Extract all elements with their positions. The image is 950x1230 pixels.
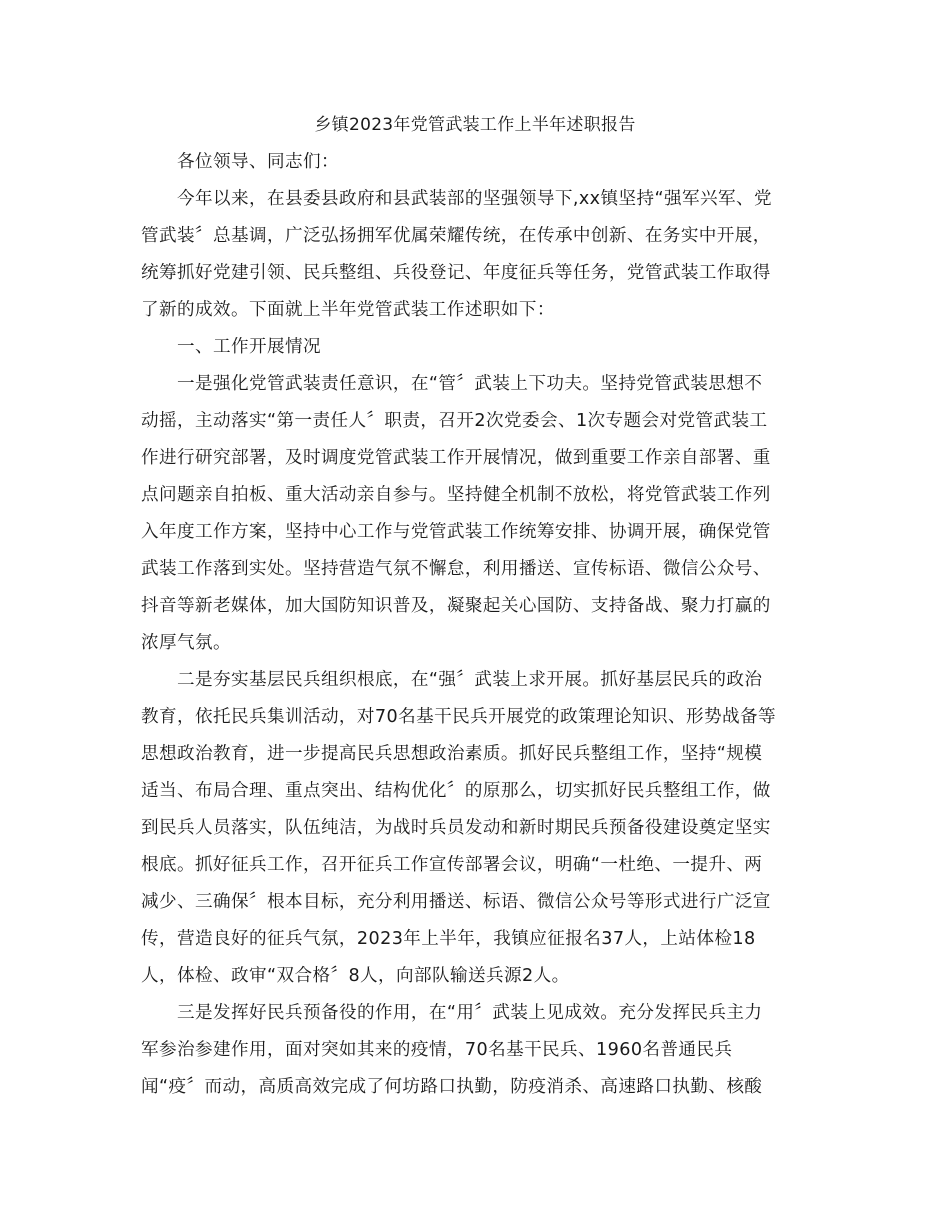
paragraph-line: 管武装〞总基调，广泛弘扬拥军优属荣耀传统，在传承中创新、在务实中开展， xyxy=(141,226,771,246)
paragraph-line: 人，体检、政审“双合格〞8人，向部队输送兵源2人。 xyxy=(141,966,570,986)
paragraph-line: 动摇，主动落实“第一责任人〞职责，召开2次党委会、1次专题会对党管武装工 xyxy=(141,411,768,431)
paragraph-line: 抖音等新老媒体，加大国防知识普及，凝聚起关心国防、支持备战、聚力打赢的 xyxy=(141,596,771,616)
paragraph-line: 减少、三确保〞根本目标，充分利用播送、标语、微信公众号等形式进行广泛宣 xyxy=(141,892,771,912)
paragraph-line: 点问题亲自拍板、重大活动亲自参与。坚持健全机制不放松，将党管武装工作列 xyxy=(141,485,771,505)
paragraph-line: 了新的成效。下面就上半年党管武装工作述职如下： xyxy=(141,300,555,320)
paragraph-line: 浓厚气氛。 xyxy=(141,633,231,653)
section-heading: 一、工作开展情况 xyxy=(177,337,321,357)
paragraph-line: 思想政治教育，进一步提高民兵思想政治素质。抓好民兵整组工作，坚持“规模 xyxy=(141,744,763,764)
paragraph-line: 根底。抓好征兵工作，召开征兵工作宣传部署会议，明确“一杜绝、一提升、两 xyxy=(141,855,763,875)
paragraph-line: 到民兵人员落实，队伍纯洁，为战时兵员发动和新时期民兵预备役建设奠定坚实 xyxy=(141,818,771,838)
document-title: 乡镇2023年党管武装工作上半年述职报告 xyxy=(314,115,636,135)
paragraph-line: 闻“疫〞而动，高质高效完成了何坊路口执勤，防疫消杀、高速路口执勤、核酸 xyxy=(141,1077,763,1097)
paragraph-line: 今年以来，在县委县政府和县武装部的坚强领导下,xx镇坚持“强军兴军、党 xyxy=(177,189,772,209)
paragraph-line: 作进行研究部署，及时调度党管武装工作开展情况，做到重要工作亲自部署、重 xyxy=(141,448,771,468)
paragraph-line: 三是发挥好民兵预备役的作用，在“用〞武装上见成效。充分发挥民兵主力 xyxy=(177,1003,763,1023)
paragraph-line: 统筹抓好党建引领、民兵整组、兵役登记、年度征兵等任务，党管武装工作取得 xyxy=(141,263,771,283)
paragraph-line: 武装工作落到实处。坚持营造气氛不懈怠，利用播送、宣传标语、微信公众号、 xyxy=(141,559,771,579)
paragraph-line: 传，营造良好的征兵气氛，2023年上半年，我镇应征报名37人，上站体检18 xyxy=(141,929,756,949)
paragraph-line: 适当、布局合理、重点突出、结构优化〞的原那么，切实抓好民兵整组工作，做 xyxy=(141,781,771,801)
paragraph-line: 二是夯实基层民兵组织根底，在“强〞武装上求开展。抓好基层民兵的政治 xyxy=(177,670,763,690)
paragraph-line: 教育，依托民兵集训活动，对70名基干民兵开展党的政策理论知识、形势战备等 xyxy=(141,707,776,727)
paragraph-line: 一是强化党管武装责任意识，在“管〞武装上下功夫。坚持党管武装思想不 xyxy=(177,374,763,394)
salutation: 各位领导、同志们： xyxy=(177,152,339,172)
paragraph-line: 入年度工作方案，坚持中心工作与党管武装工作统筹安排、协调开展，确保党管 xyxy=(141,522,771,542)
paragraph-line: 军参治参建作用，面对突如其来的疫情，70名基干民兵、1960名普通民兵 xyxy=(141,1040,733,1060)
